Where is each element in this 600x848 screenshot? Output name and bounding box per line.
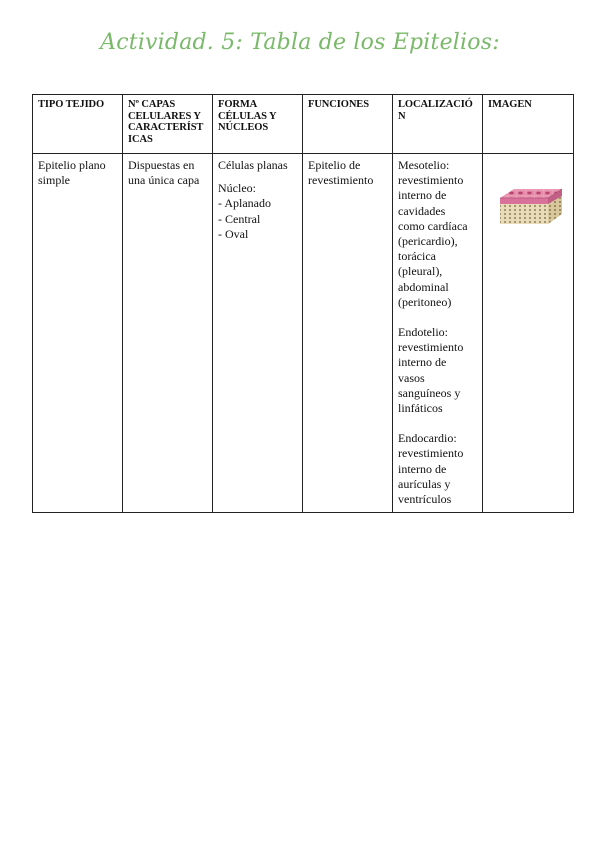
- header-line: FORMA: [218, 99, 258, 110]
- header-forma-celulas: [213, 95, 303, 154]
- header-line: IMAGEN: [488, 99, 532, 110]
- table-row: [33, 154, 574, 513]
- cell-imagen: [483, 154, 574, 513]
- header-line: ICAS: [128, 133, 153, 145]
- simple-squamous-epithelium-icon: [498, 184, 564, 228]
- endotelio-line: sanguíneos y: [398, 385, 461, 400]
- cell-line: Dispuestas en: [128, 158, 195, 172]
- nucleo-item: - Oval: [218, 226, 249, 241]
- mesotelio-line: abdominal: [398, 279, 449, 294]
- header-line: CÉLULAS Y: [218, 110, 277, 122]
- cell-line: una única capa: [128, 173, 200, 188]
- header-line: NÚCLEOS: [218, 122, 269, 133]
- table-header-row: [33, 95, 574, 154]
- header-line: FUNCIONES: [308, 99, 369, 110]
- mesotelio-line: torácica: [398, 249, 436, 264]
- mesotelio-line: cavidades: [398, 203, 446, 218]
- endotelio-line: revestimiento: [398, 340, 464, 355]
- cell-line: Epitelio plano: [38, 158, 106, 172]
- mesotelio-line: (pleural),: [398, 264, 443, 279]
- header-line: N: [398, 110, 406, 122]
- mesotelio-line: interno de: [398, 188, 447, 203]
- endotelio-line: interno de: [398, 355, 447, 370]
- header-tipo-tejido: [33, 95, 123, 154]
- page-title: Actividad. 5: Tabla de los Epitelios:: [100, 30, 500, 55]
- epithelia-table: [32, 94, 574, 513]
- mesotelio-line: Mesotelio:: [398, 158, 450, 172]
- cell-line: simple: [38, 173, 70, 188]
- nucleo-item: - Aplanado: [218, 196, 271, 211]
- mesotelio-line: revestimiento: [398, 173, 464, 188]
- mesotelio-line: (peritoneo): [398, 294, 452, 309]
- header-line: CARACTERÍST: [128, 122, 204, 133]
- endocardio-line: ventrículos: [398, 492, 452, 507]
- header-line: LOCALIZACIÓ: [398, 99, 473, 110]
- cell-line: Epitelio de: [308, 158, 361, 172]
- cell-funciones: [303, 154, 393, 513]
- endocardio-line: Endocardio:: [398, 431, 457, 446]
- header-line: Nº CAPAS: [128, 99, 176, 110]
- cell-line: revestimiento: [308, 173, 374, 188]
- endotelio-line: Endotelio:: [398, 325, 448, 340]
- cell-forma: [213, 154, 303, 513]
- endotelio-line: linfáticos: [398, 401, 443, 416]
- endocardio-line: revestimiento: [398, 446, 464, 461]
- header-funciones: [303, 95, 393, 154]
- header-localizacion: [393, 95, 483, 154]
- endocardio-line: interno de: [398, 461, 447, 476]
- header-capas-celulares: [123, 95, 213, 154]
- mesotelio-line: (pericardio),: [398, 234, 458, 249]
- cell-localizacion: [393, 154, 483, 513]
- endotelio-line: vasos: [398, 370, 425, 385]
- header-line: CELULARES Y: [128, 110, 201, 122]
- cell-tipo-tejido: [33, 154, 123, 513]
- cell-line: Células planas: [218, 158, 288, 172]
- nucleo-label: Núcleo:: [218, 181, 256, 196]
- mesotelio-line: como cardíaca: [398, 218, 468, 233]
- header-line: TIPO TEJIDO: [38, 99, 105, 110]
- endocardio-line: aurículas y: [398, 476, 451, 491]
- nucleo-item: - Central: [218, 211, 261, 226]
- header-imagen: [483, 95, 574, 154]
- cell-capas: [123, 154, 213, 513]
